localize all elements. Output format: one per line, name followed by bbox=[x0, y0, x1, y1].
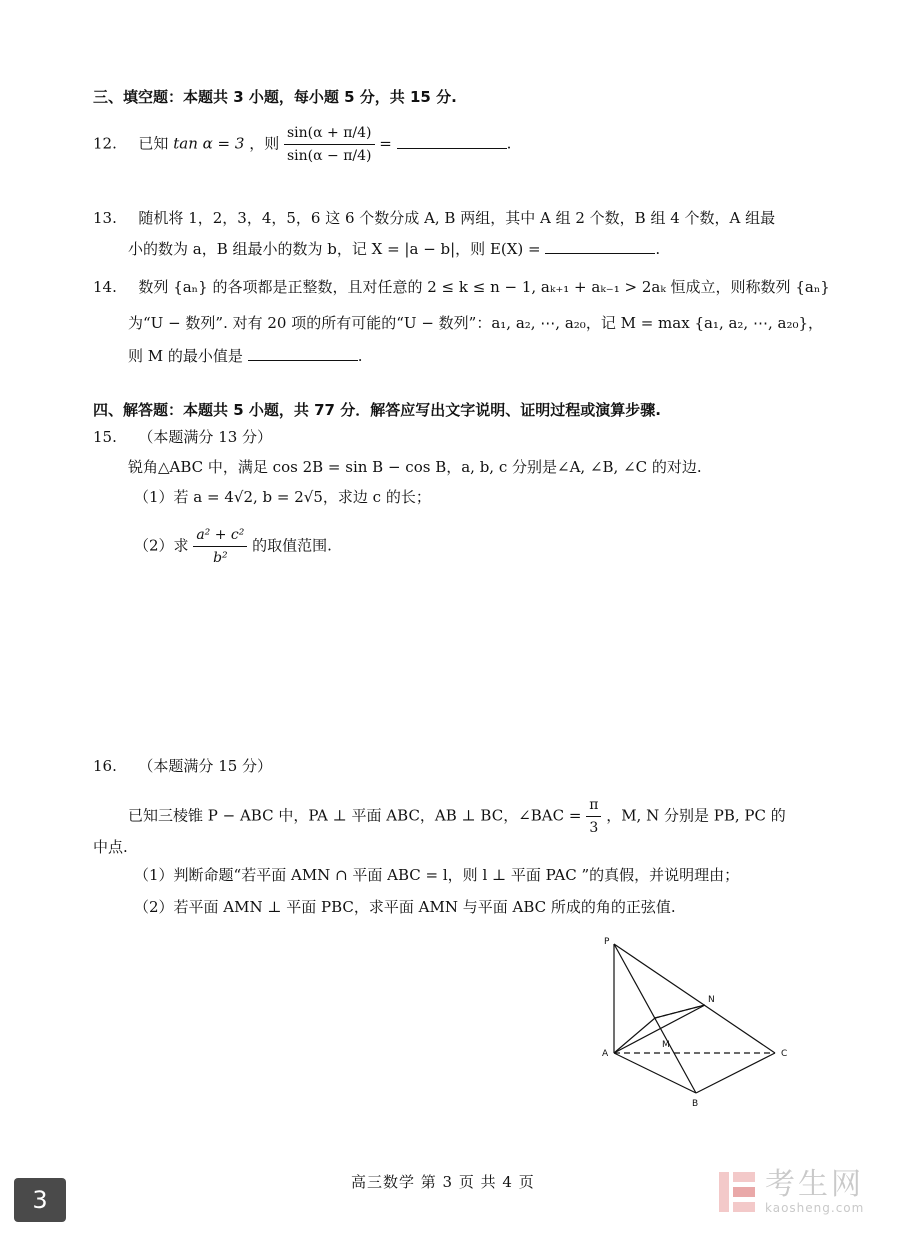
question-15 bbox=[93, 426, 272, 448]
label-P: P bbox=[604, 937, 610, 947]
q16-number: 16. bbox=[93, 757, 117, 775]
q15-number: 15. bbox=[93, 428, 117, 446]
q16-angle-fraction bbox=[586, 794, 601, 839]
label-A: A bbox=[602, 1049, 609, 1059]
q14-number: 14. bbox=[93, 278, 117, 296]
q12-answer-blank[interactable] bbox=[397, 134, 507, 149]
label-N: N bbox=[708, 995, 715, 1005]
watermark-logo-icon bbox=[715, 1168, 759, 1216]
q16-score: （本题满分 15 分） bbox=[138, 757, 273, 775]
q16-stem-a: 已知三棱锥 P − ABC 中，PA ⊥ 平面 ABC，AB ⊥ BC，∠BAC = bbox=[128, 806, 582, 825]
section4-heading: 四、解答题：本题共 5 小题，共 77 分．解答应写出文字说明、证明过程或演算步骤. bbox=[93, 401, 661, 419]
question-14 bbox=[93, 276, 830, 298]
q13-line2: 小的数为 a，B 组最小的数为 b，记 X = |a − b|，则 E(X) = bbox=[128, 240, 541, 258]
question-12: 12. 已知 tan α = 3 ，则 $\frac{\sin(\alpha + \pi/4)}{\sin(\alpha - \pi/4)}$ = . bbox=[93, 122, 511, 167]
q14-line3: 则 M 的最小值是 bbox=[128, 347, 243, 365]
q12-lead: 已知 bbox=[138, 134, 169, 153]
label-C: C bbox=[781, 1049, 788, 1059]
q16-stem bbox=[128, 794, 786, 839]
section3-heading: 三、填空题：本题共 3 小题，每小题 5 分，共 15 分. bbox=[93, 88, 457, 106]
q12-number: 12. bbox=[93, 134, 117, 153]
tetrahedron-figure bbox=[595, 935, 810, 1110]
q15-fraction bbox=[193, 524, 247, 569]
page-footer: 高三数学 第 3 页 共 4 页 bbox=[351, 1173, 535, 1191]
q12-then: ，则 bbox=[249, 134, 280, 153]
edge-PC bbox=[614, 944, 775, 1053]
question-13-line2: 小的数为 a，B 组最小的数为 b，记 X = |a − b|，则 E(X) = . bbox=[128, 240, 661, 258]
segment-AM bbox=[614, 1018, 655, 1053]
q15-fraction-numerator: a² + c² bbox=[196, 527, 245, 543]
question-14-line3: 则 M 的最小值是 . bbox=[128, 347, 363, 365]
q15-part2-tail: 的取值范围. bbox=[252, 536, 332, 555]
q16-part2: （2）若平面 AMN ⊥ 平面 PBC，求平面 AMN 与平面 ABC 所成的角的正弦值. bbox=[134, 898, 676, 916]
label-M: M bbox=[662, 1040, 670, 1050]
q13-number: 13. bbox=[93, 209, 117, 227]
question-16 bbox=[93, 755, 272, 777]
segment-AN bbox=[614, 1005, 705, 1053]
q15-part1: （1）若 a = 4√2, b = 2√5，求边 c 的长； bbox=[134, 488, 431, 506]
q16-part1: （1）判断命题“若平面 AMN ∩ 平面 ABC = l，则 l ⊥ 平面 PAC ”的真假，并说明理由； bbox=[134, 866, 740, 884]
q14-line2: 为“U − 数列”. 对有 20 项的所有可能的“U − 数列”：a₁, a₂, ⋯, a₂₀，记 M = max {a₁, a₂, ⋯, a₂₀}， bbox=[128, 314, 824, 332]
label-B: B bbox=[692, 1099, 699, 1109]
page-number-badge: 3 bbox=[14, 1178, 66, 1222]
q13-answer-blank[interactable] bbox=[545, 239, 655, 254]
edge-BC bbox=[696, 1053, 775, 1093]
q12-given: tan α = 3 bbox=[173, 134, 245, 153]
q16-fraction-denominator: 3 bbox=[586, 816, 601, 839]
q16-fraction-numerator: π bbox=[589, 797, 599, 813]
watermark-cn: 考生网 bbox=[765, 1167, 864, 1202]
watermark bbox=[715, 1168, 864, 1216]
q15-stem: 锐角△ABC 中，满足 cos 2B = sin B − cos B，a, b, c 分别是∠A, ∠B, ∠C 的对边. bbox=[128, 458, 702, 476]
q12-fraction bbox=[284, 122, 375, 167]
q15-fraction-denominator: b² bbox=[193, 546, 247, 569]
edge-AB bbox=[614, 1053, 696, 1093]
q16-stem-c: 中点. bbox=[93, 838, 128, 856]
q13-line1: 随机将 1，2，3，4，5，6 这 6 个数分成 A, B 两组，其中 A 组 2 个数，B 组 4 个数，A 组最 bbox=[138, 209, 776, 227]
question-14-line2 bbox=[128, 312, 823, 334]
watermark-en: kaosheng.com bbox=[765, 1201, 865, 1215]
q16-stem-b: ，M, N 分别是 PB, PC 的 bbox=[606, 806, 786, 825]
q14-line1: 数列 {aₙ} 的各项都是正整数，且对任意的 2 ≤ k ≤ n − 1, aₖ₊₁ + aₖ₋₁ > 2aₖ 恒成立，则称数列 {aₙ} bbox=[138, 278, 830, 296]
question-13 bbox=[93, 207, 775, 229]
q15-part2 bbox=[134, 524, 332, 569]
q12-numerator: sin(α + π/4) bbox=[286, 125, 372, 141]
q12-equals: = bbox=[379, 134, 392, 153]
q14-answer-blank[interactable] bbox=[248, 346, 358, 361]
q12-denominator: sin(α − π/4) bbox=[284, 144, 375, 167]
q15-score: （本题满分 13 分） bbox=[138, 428, 273, 446]
q15-part2-lead: （2）求 bbox=[134, 536, 189, 555]
